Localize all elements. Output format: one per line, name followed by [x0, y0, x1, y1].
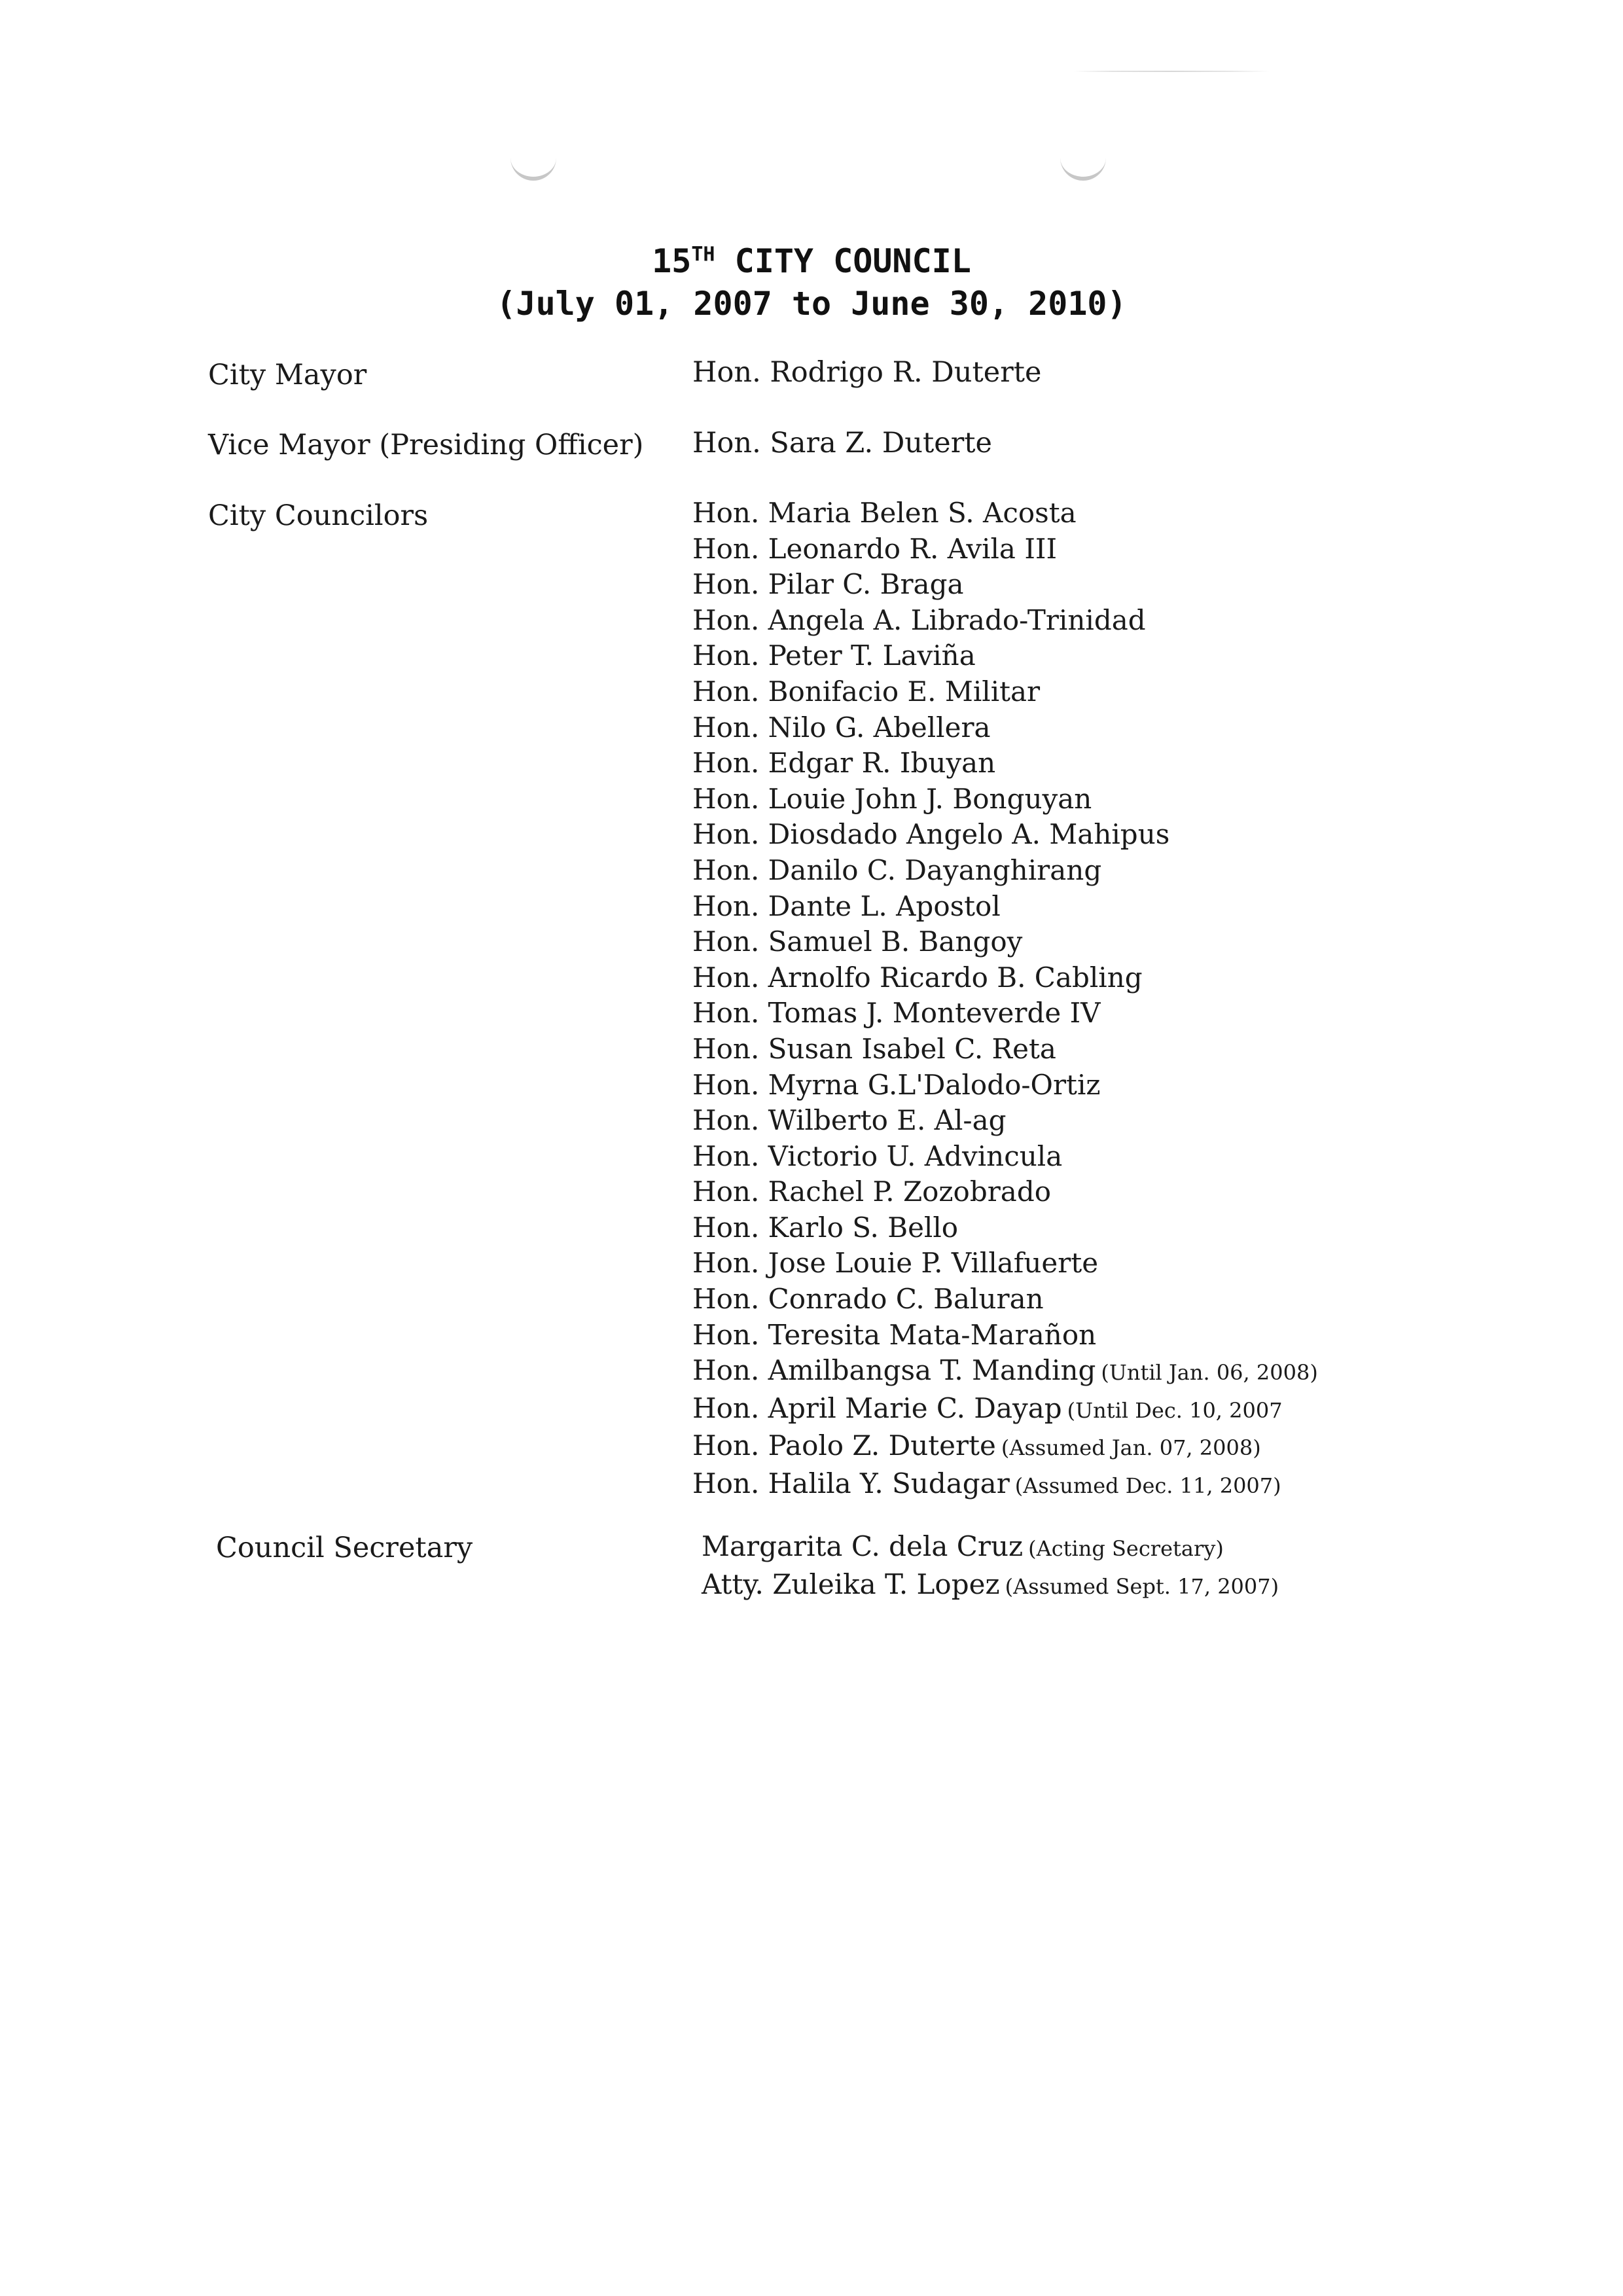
- list-item: [692, 1031, 1318, 1067]
- member-name: Hon. Myrna G.L'Dalodo-Ortiz: [692, 1068, 1101, 1101]
- mayor-name: Hon. Rodrigo R. Duterte: [692, 356, 1042, 389]
- list-item: [692, 495, 1318, 531]
- member-name: Hon. Paolo Z. Duterte: [692, 1429, 996, 1462]
- list-item: [692, 674, 1318, 710]
- list-item: [692, 1353, 1318, 1391]
- list-item: [692, 853, 1318, 889]
- member-note: (Assumed Jan. 07, 2008): [1001, 1435, 1261, 1461]
- member-name: Hon. Angela A. Librado-Trinidad: [692, 603, 1146, 636]
- list-item: [692, 710, 1318, 746]
- list-item: [692, 603, 1318, 639]
- member-note: (Until Dec. 10, 2007: [1067, 1397, 1283, 1423]
- list-item: [692, 996, 1318, 1031]
- member-name: Hon. Wilberto E. Al-ag: [692, 1104, 1007, 1137]
- member-name: Hon. Teresita Mata-Marañon: [692, 1318, 1097, 1351]
- list-item: [692, 960, 1318, 996]
- list-item: [692, 924, 1318, 960]
- member-name: Hon. Maria Belen S. Acosta: [692, 497, 1077, 529]
- list-item: [692, 567, 1318, 603]
- member-name: Hon. Peter T. Laviña: [692, 639, 976, 672]
- member-name: Hon. Louie John J. Bonguyan: [692, 782, 1092, 815]
- vice-mayor-label: Vice Mayor (Presiding Officer): [208, 429, 644, 461]
- member-name: Hon. Samuel B. Bangoy: [692, 925, 1023, 958]
- list-item: [692, 781, 1318, 817]
- council-ordinal-suffix: TH: [691, 243, 715, 266]
- council-term: (July 01, 2007 to June 30, 2010): [496, 285, 1127, 323]
- list-item: [692, 638, 1318, 674]
- secretary-label: Council Secretary: [216, 1532, 473, 1564]
- member-name: Hon. Pilar C. Braga: [692, 568, 964, 601]
- list-item: [692, 1466, 1318, 1504]
- council-title: [0, 242, 1623, 280]
- member-name: Hon. Halila Y. Sudagar: [692, 1467, 1010, 1500]
- list-item: [692, 1428, 1318, 1466]
- member-name: Hon. Danilo C. Dayanghirang: [692, 853, 1102, 886]
- member-name: Hon. Edgar R. Ibuyan: [692, 747, 996, 780]
- member-name: Hon. Susan Isabel C. Reta: [692, 1032, 1056, 1065]
- list-item: [692, 1210, 1318, 1246]
- mayor-label: City Mayor: [208, 359, 367, 391]
- member-note: (Assumed Sept. 17, 2007): [1005, 1573, 1279, 1599]
- member-name: Hon. Dante L. Apostol: [692, 889, 1001, 922]
- list-item: [702, 1567, 1279, 1605]
- member-name: Atty. Zuleika T. Lopez: [702, 1568, 1000, 1600]
- list-item: [692, 1318, 1318, 1354]
- member-name: Margarita C. dela Cruz: [702, 1530, 1024, 1562]
- council-ordinal: 15: [652, 242, 692, 280]
- secretary-list: [702, 1529, 1279, 1604]
- member-name: Hon. Bonifacio E. Militar: [692, 675, 1041, 708]
- punch-hole-mark: [1060, 151, 1106, 181]
- member-name: Hon. Victorio U. Advincula: [692, 1139, 1063, 1172]
- scan-artifact-line: [1073, 71, 1270, 72]
- list-item: [692, 1174, 1318, 1210]
- list-item: [692, 1067, 1318, 1103]
- list-item: [692, 1103, 1318, 1139]
- list-item: [692, 889, 1318, 925]
- member-name: Hon. Leonardo R. Avila III: [692, 532, 1058, 565]
- member-name: Hon. Arnolfo Ricardo B. Cabling: [692, 961, 1143, 994]
- member-name: Hon. Conrado C. Baluran: [692, 1283, 1044, 1316]
- councilors-list: [692, 495, 1318, 1504]
- list-item: [692, 1139, 1318, 1175]
- vice-mayor-name: Hon. Sara Z. Duterte: [692, 427, 993, 459]
- punch-hole-mark: [510, 151, 556, 181]
- council-name: CITY COUNCIL: [734, 242, 971, 280]
- list-item: [692, 1246, 1318, 1282]
- councilors-label: City Councilors: [208, 499, 429, 532]
- member-name: Hon. Jose Louie P. Villafuerte: [692, 1247, 1099, 1280]
- member-note: (Assumed Dec. 11, 2007): [1014, 1473, 1281, 1499]
- list-item: [692, 817, 1318, 853]
- list-item: [692, 1391, 1318, 1429]
- member-name: Hon. Karlo S. Bello: [692, 1211, 959, 1244]
- member-note: (Acting Secretary): [1028, 1536, 1224, 1561]
- list-item: [692, 1282, 1318, 1318]
- member-name: Hon. Rachel P. Zozobrado: [692, 1175, 1052, 1208]
- member-name: Hon. April Marie C. Dayap: [692, 1391, 1062, 1424]
- member-name: Hon. Diosdado Angelo A. Mahipus: [692, 818, 1170, 851]
- list-item: [692, 531, 1318, 567]
- member-name: Hon. Nilo G. Abellera: [692, 711, 991, 744]
- member-note: (Until Jan. 06, 2008): [1101, 1360, 1318, 1386]
- list-item: [692, 745, 1318, 781]
- member-name: Hon. Amilbangsa T. Manding: [692, 1354, 1096, 1387]
- member-name: Hon. Tomas J. Monteverde IV: [692, 997, 1101, 1030]
- list-item: [702, 1529, 1279, 1567]
